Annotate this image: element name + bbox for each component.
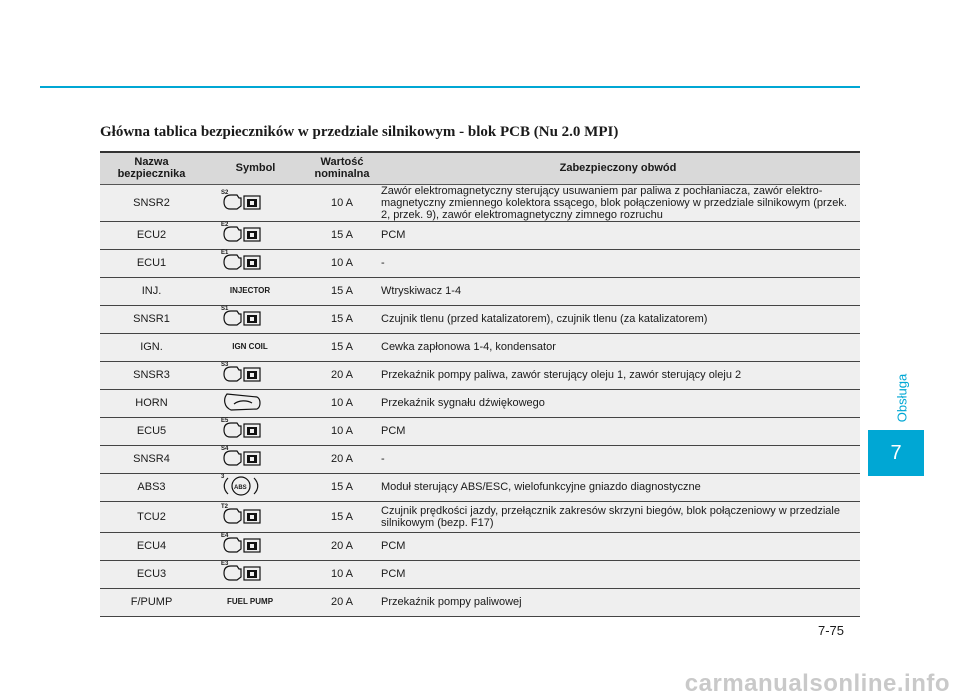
fuse-rating: 10 A (308, 389, 376, 417)
fuse-symbol (203, 445, 308, 473)
fuse-name: SNSR1 (100, 305, 203, 333)
protected-circuit: Czujnik prędkości jazdy, przełącznik zakresów skrzyni biegów, blok połączeniowy w przedziale silnikowym (bezp. F17) (376, 501, 860, 532)
section-side-label (892, 368, 912, 428)
fuse-rating: 20 A (308, 532, 376, 560)
fuse-rating: 20 A (308, 588, 376, 616)
table-row (100, 361, 860, 389)
fuse-symbol (203, 560, 308, 588)
symbol-tag: E3 (221, 561, 229, 567)
fuse-symbol (203, 184, 308, 221)
protected-circuit: PCM (376, 560, 860, 588)
fuse-rating: 15 A (308, 305, 376, 333)
table-row (100, 445, 860, 473)
table-row (100, 249, 860, 277)
abs-icon (221, 475, 281, 499)
protected-circuit: Wtryskiwacz 1-4 (376, 277, 860, 305)
fuse-symbol (203, 361, 308, 389)
fuse-rating: 15 A (308, 501, 376, 532)
protected-circuit: - (376, 249, 860, 277)
symbol-tag: 3 (221, 474, 225, 480)
engine-fuse-icon (221, 534, 281, 558)
table-row (100, 333, 860, 361)
fuse-symbol (203, 588, 308, 616)
symbol-tag: E5 (221, 418, 229, 424)
header-symbol: Symbol (203, 152, 308, 184)
symbol-text: FUEL PUMP (226, 597, 274, 606)
engine-fuse-icon (221, 447, 281, 471)
engine-fuse-icon (221, 191, 281, 215)
symbol-tag: S4 (221, 446, 229, 452)
fuse-name: HORN (100, 389, 203, 417)
engine-fuse-icon (221, 505, 281, 529)
fuse-rating: 20 A (308, 445, 376, 473)
fuse-rating: 15 A (308, 333, 376, 361)
table-body (100, 184, 860, 616)
symbol-text: IGN COIL (232, 342, 268, 351)
fuse-symbol (203, 417, 308, 445)
header-rating: Wartość nominalna (308, 152, 376, 184)
engine-fuse-icon (221, 419, 281, 443)
fuse-name: SNSR2 (100, 184, 203, 221)
table-row (100, 501, 860, 532)
symbol-tag: E1 (221, 250, 229, 256)
chapter-number-tab: 7 (868, 430, 924, 476)
symbol-tag: T2 (221, 503, 229, 510)
symbol-tag: S3 (221, 362, 229, 368)
protected-circuit: Cewka zapłonowa 1-4, kondensator (376, 333, 860, 361)
fuse-rating: 15 A (308, 221, 376, 249)
engine-fuse-icon (221, 223, 281, 247)
table-header-row (100, 152, 860, 184)
fuse-symbol (203, 501, 308, 532)
protected-circuit: - (376, 445, 860, 473)
page-title: Główna tablica bezpieczników w przedziale silnikowym - blok PCB (Nu 2.0 MPI) (100, 124, 619, 140)
engine-fuse-icon (221, 251, 281, 275)
watermark: carmanualsonline.info (684, 670, 950, 697)
protected-circuit: Przekaźnik pompy paliwa, zawór sterujący oleju 1, zawór sterujący oleju 2 (376, 361, 860, 389)
fuse-symbol (203, 389, 308, 417)
top-accent-rule (40, 86, 860, 88)
engine-fuse-icon (221, 363, 281, 387)
page-number: 7-75 (818, 623, 845, 638)
fuse-name: SNSR3 (100, 361, 203, 389)
fuse-table (100, 151, 860, 617)
engine-fuse-icon (221, 562, 281, 586)
fuse-rating: 15 A (308, 277, 376, 305)
fuse-rating: 10 A (308, 184, 376, 221)
symbol-tag: E2 (221, 222, 229, 228)
fuse-symbol (203, 333, 308, 361)
protected-circuit: Przekaźnik sygnału dźwiękowego (376, 389, 860, 417)
table-row (100, 560, 860, 588)
horn-icon (221, 391, 281, 415)
fuse-symbol (203, 473, 308, 501)
fuse-symbol (203, 305, 308, 333)
protected-circuit: Zawór elektromagnetyczny sterujący usuwaniem par paliwa z pochłaniacza, zawór elektro-magnetyczny zmiennego kolektora ssącego, blok połączeniowy w przedziale silnikowym (przek. 2, przek. 9), zawór elektromagnetyczny zimnego rozruchu (376, 184, 860, 221)
abs-label: ABS (234, 485, 247, 491)
fuse-rating: 20 A (308, 361, 376, 389)
fuse-symbol (203, 221, 308, 249)
table-row (100, 532, 860, 560)
fuse-name: ECU1 (100, 249, 203, 277)
fuse-rating: 10 A (308, 249, 376, 277)
protected-circuit: PCM (376, 417, 860, 445)
fuse-name: SNSR4 (100, 445, 203, 473)
table-row (100, 588, 860, 616)
fuse-name: F/PUMP (100, 588, 203, 616)
table-row (100, 473, 860, 501)
table-row (100, 417, 860, 445)
header-fuse-name: Nazwa bezpiecznika (100, 152, 203, 184)
protected-circuit: Czujnik tlenu (przed katalizatorem), czujnik tlenu (za katalizatorem) (376, 305, 860, 333)
fuse-rating: 10 A (308, 417, 376, 445)
symbol-tag: S2 (221, 189, 229, 196)
table-row (100, 277, 860, 305)
fuse-name: ECU5 (100, 417, 203, 445)
fuse-symbol (203, 532, 308, 560)
fuse-rating: 15 A (308, 473, 376, 501)
symbol-tag: S1 (221, 306, 229, 312)
table-row (100, 389, 860, 417)
engine-fuse-icon (221, 307, 281, 331)
header-protected-circuit: Zabezpieczony obwód (376, 152, 860, 184)
fuse-name: IGN. (100, 333, 203, 361)
fuse-rating: 10 A (308, 560, 376, 588)
fuse-name: ECU3 (100, 560, 203, 588)
section-label-text: Obsługa (894, 373, 910, 423)
protected-circuit: Moduł sterujący ABS/ESC, wielofunkcyjne gniazdo diagnostyczne (376, 473, 860, 501)
fuse-symbol (203, 249, 308, 277)
fuse-name: ECU2 (100, 221, 203, 249)
fuse-name: ECU4 (100, 532, 203, 560)
table-row (100, 221, 860, 249)
fuse-symbol (203, 277, 308, 305)
fuse-name: INJ. (100, 277, 203, 305)
protected-circuit: PCM (376, 532, 860, 560)
protected-circuit: Przekaźnik pompy paliwowej (376, 588, 860, 616)
table-row (100, 184, 860, 221)
symbol-tag: E4 (221, 533, 229, 539)
fuse-name: TCU2 (100, 501, 203, 532)
protected-circuit: PCM (376, 221, 860, 249)
fuse-name: ABS3 (100, 473, 203, 501)
symbol-text: INJECTOR (229, 286, 271, 295)
table-row (100, 305, 860, 333)
